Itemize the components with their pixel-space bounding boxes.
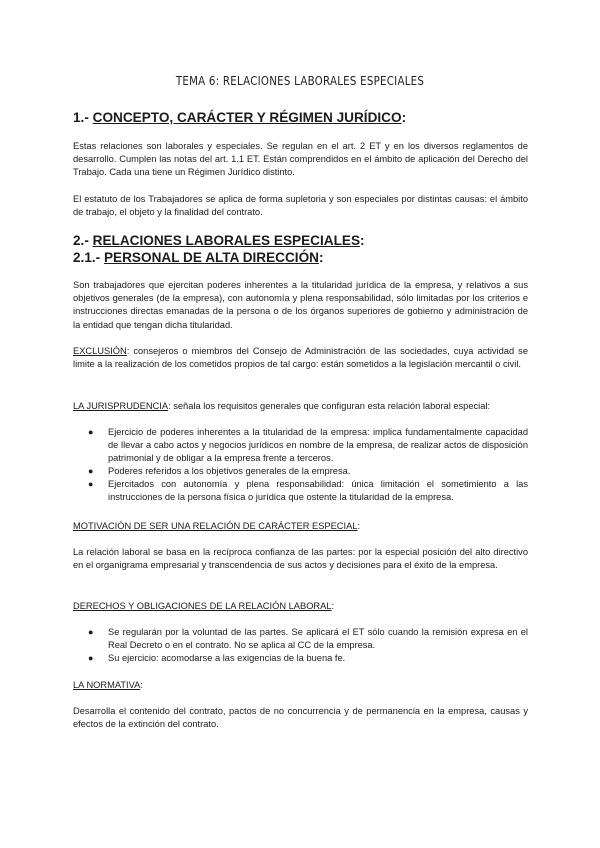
subsection-2-1-number: 2.1.- [73, 250, 104, 265]
subsection-2-1-colon: : [318, 250, 324, 265]
normativa-label: LA NORMATIVA [73, 680, 141, 690]
list-item-text: Su ejercicio: acomodarse a las exigencias de la buena fe. [108, 653, 346, 663]
subsection-2-1-heading [73, 250, 324, 266]
motivation-label: MOTIVACIÓN DE SER UNA RELACIÓN DE CARÁCTER ESPECIAL [73, 521, 358, 531]
exclusion-text: : consejeros o miembros del Consejo de Administración de las sociedades, cuya actividad se limite a la realización de los cometidos propios de tal cargo: están sometidos a la legislación mercantil o civil. [73, 346, 528, 370]
section-1-paragraph-1: Estas relaciones son laborales y especiales. Se regulan en el art. 2 ET y en los diversos reglamentos de desarrollo. Cumplen las notas del art. 1.1 ET. Están comprendidos en el ámbito de aplicación del Derecho del Trabajo. Cada una tiene un Régimen Jurídico distinto. [73, 141, 528, 178]
list-item [88, 652, 528, 665]
jurisprudence-label: LA JURISPRUDENCIA [73, 401, 169, 411]
motivation-paragraph: La relación laboral se basa en la recíproca confianza de las partes: por la especial posición del alto directivo en el organigrama empresarial y transcendencia de sus actos y decisiones para el éxito de la empresa. [73, 547, 528, 571]
list-item [88, 626, 528, 652]
exclusion-label: EXCLUSIÓN [73, 346, 127, 356]
section-2-number: 2.- [73, 233, 93, 248]
rights-heading [73, 600, 334, 613]
section-2-title: RELACIONES LABORALES ESPECIALES [92, 233, 361, 248]
normativa-heading [73, 679, 143, 692]
section-2-paragraph-definition: Son trabajadores que ejercitan poderes inherentes a la titularidad jurídica de la empresa, y relativos a sus objetivos generales (de la empresa), con autonomía y plena responsabilidad, sólo limitadas por los criterios e instrucciones directas emanadas de la persona o de los órganos superiores de gobierno y administración de la entidad que tengan dicha titularidad. [73, 280, 528, 330]
rights-list [88, 626, 528, 665]
section-2-colon: : [360, 233, 365, 248]
bullet-icon: ● [88, 653, 94, 663]
bullet-icon: ● [88, 479, 94, 489]
list-item-text: Se regularán por la voluntad de las partes. Se aplicará el ET sólo cuando la remisión expresa en el Real Decreto o en el contrato. No se aplica al CC de la empresa. [108, 627, 528, 650]
section-1-number: 1.- [73, 110, 93, 125]
exclusion-paragraph [73, 345, 528, 371]
section-1-heading [73, 110, 406, 126]
normativa-colon: : [140, 680, 143, 690]
jurisprudence-text: : señala los requisitos generales que configuran esta relación laboral especial: [168, 401, 491, 411]
list-item [88, 465, 528, 478]
motivation-heading [73, 520, 360, 533]
normativa-paragraph: Desarrolla el contenido del contrato, pactos de no concurrencia y de permanencia en la empresa, causas y efectos de la extinción del contrato. [73, 706, 528, 730]
section-1-colon: : [401, 110, 407, 125]
bullet-icon: ● [88, 466, 94, 476]
page-title: TEMA 6: RELACIONES LABORALES ESPECIALES [175, 73, 425, 88]
list-item-text: Ejercitados con autonomía y plena responsabilidad: única limitación el sometimiento a las instrucciones de la persona física o jurídica que ostente la titularidad de la empresa. [108, 479, 528, 502]
section-2-heading [73, 233, 365, 249]
rights-label: DERECHOS Y OBLIGACIONES DE LA RELACIÓN LABORAL [73, 601, 332, 611]
section-1-title: CONCEPTO, CARÁCTER Y RÉGIMEN JURÍDICO [92, 110, 402, 125]
list-item-text: Poderes referidos a los objetivos generales de la empresa. [108, 466, 351, 476]
bullet-icon: ● [88, 427, 94, 437]
bullet-icon: ● [88, 627, 94, 637]
section-1-paragraph-2: El estatuto de los Trabajadores se aplica de forma supletoria y son especiales por distintas causas: el ámbito de trabajo, el objeto y la finalidad del contrato. [73, 194, 528, 218]
jurisprudence-list [88, 426, 528, 504]
list-item [88, 426, 528, 465]
motivation-colon: : [357, 521, 361, 531]
subsection-2-1-title: PERSONAL DE ALTA DIRECCIÓN [103, 250, 319, 265]
list-item [88, 478, 528, 504]
jurisprudence-line [73, 400, 490, 413]
rights-colon: : [331, 601, 335, 611]
list-item-text: Ejercicio de poderes inherentes a la titularidad de la empresa: implica fundamentalmente capacidad de llevar a cabo actos y negocios jurídicos en nombre de la empresa, de realizar actos de disposición patrimonial y de obligar a la empresa frente a terceros. [108, 427, 528, 463]
